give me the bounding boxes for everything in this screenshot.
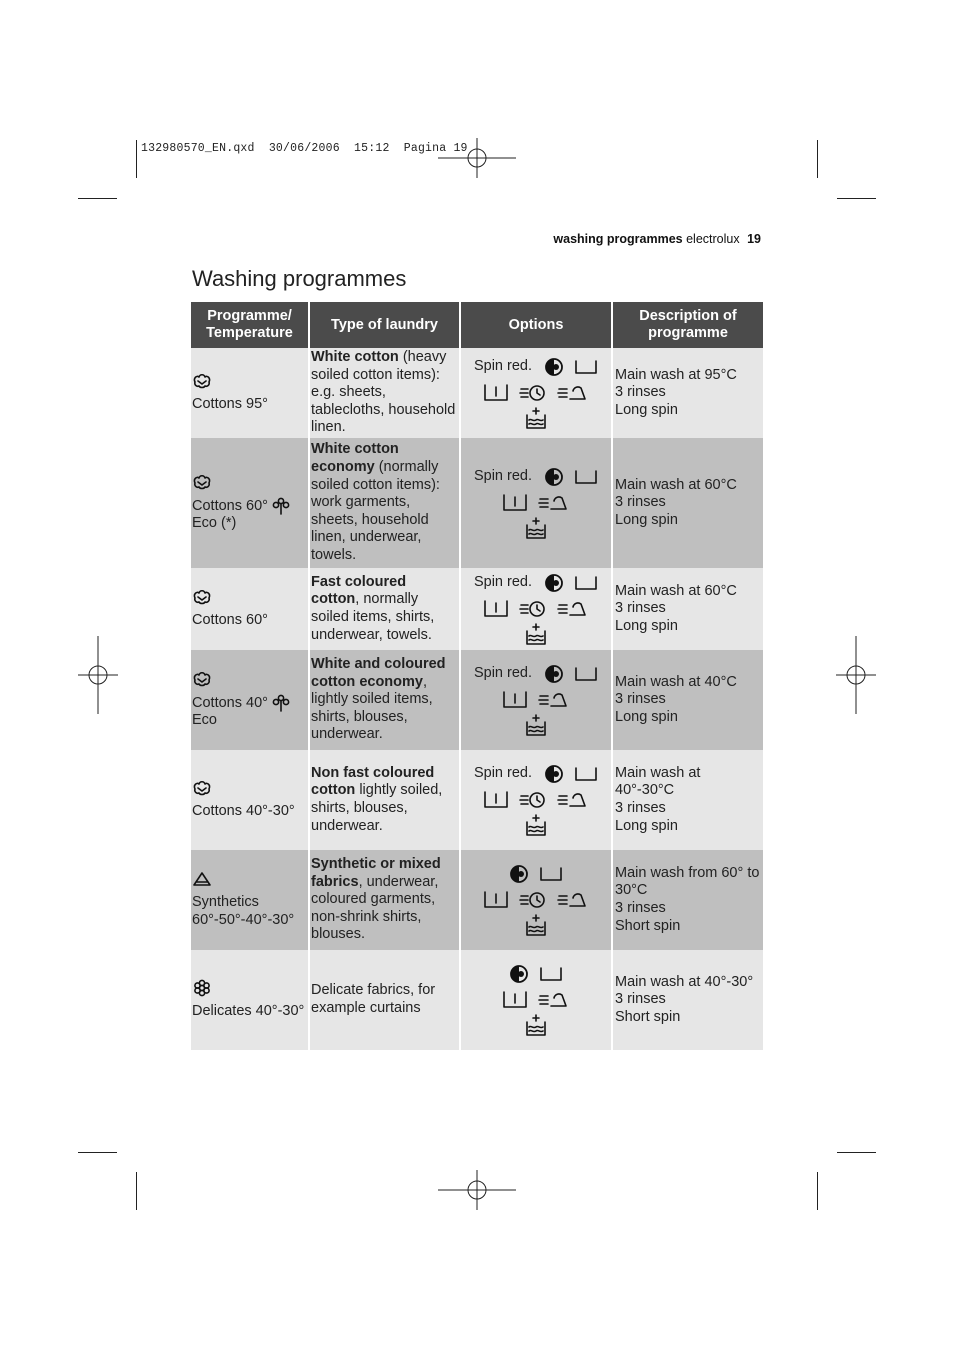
table-row: [191, 568, 763, 650]
page-title: Washing programmes: [192, 266, 407, 291]
eco-flower-icon: [272, 497, 290, 515]
rinse-plus-icon: [524, 814, 548, 838]
stain-icon: [519, 890, 547, 910]
header-options: Options: [460, 302, 612, 348]
description-line: 3 rinses: [615, 900, 666, 916]
programme-name: Cottons 95°: [192, 396, 268, 413]
description-cell: [612, 850, 763, 950]
description-line: Main wash at 60°C: [615, 582, 737, 599]
crop-mark: [78, 198, 117, 199]
programme-suffix: Eco: [192, 712, 217, 729]
description-cell: [612, 438, 763, 568]
page-number: 19: [747, 232, 761, 246]
cotton-icon: [192, 473, 307, 491]
options-cell: [460, 438, 612, 568]
header-description: Description of programme: [612, 302, 763, 348]
description-line: 3 rinses: [615, 600, 666, 617]
laundry-type: Synthetic or mixed fabrics: [311, 856, 441, 890]
table-row: [191, 650, 763, 750]
description-line: Main wash from 60° to 30°C: [615, 864, 760, 899]
registration-mark: [836, 636, 876, 714]
synthetics-icon: [192, 870, 307, 888]
description-line: Long spin: [615, 708, 678, 725]
extra-rinse-icon: [557, 383, 589, 403]
programme-suffix: Eco (*): [192, 515, 237, 532]
no-rinse-hold-icon: [574, 665, 598, 683]
crop-mark: [817, 1172, 818, 1210]
prewash-icon: [483, 599, 509, 619]
half-load-icon: [544, 357, 564, 377]
table-row: [191, 750, 763, 850]
crop-mark: [837, 198, 876, 199]
laundry-type: Non fast coloured cotton: [311, 764, 435, 799]
rinse-plus-icon: [524, 623, 548, 647]
stain-icon: [519, 383, 547, 403]
laundry-details: , normally soiled items, shirts, underwear, towels.: [311, 591, 435, 643]
description-cell: [612, 750, 763, 850]
half-load-icon: [509, 864, 529, 884]
eco-flower-icon: [272, 694, 290, 712]
programme-name: Cottons 60°: [192, 497, 268, 514]
table-row: [191, 348, 763, 438]
prewash-icon: [483, 790, 509, 810]
laundry-type: Fast coloured cotton: [311, 573, 407, 608]
table-row: [191, 850, 763, 950]
no-rinse-hold-icon: [574, 765, 598, 783]
description-line: 3 rinses: [615, 691, 666, 708]
crop-mark: [136, 140, 137, 178]
prewash-icon: [483, 383, 509, 403]
running-head-section: washing programmes: [553, 232, 683, 246]
description-line: 3 rinses: [615, 800, 666, 816]
description-line: 3 rinses: [615, 494, 666, 511]
description-cell: [612, 950, 763, 1050]
description-line: Short spin: [615, 1008, 681, 1025]
laundry-type: White cotton economy: [311, 441, 399, 476]
programmes-table: [191, 302, 763, 1050]
laundry-type: White cotton: [311, 349, 399, 366]
programme-cell: [191, 950, 309, 1050]
laundry-cell: [309, 438, 460, 568]
prewash-icon: [502, 690, 528, 710]
description-line: 3 rinses: [615, 991, 666, 1008]
description-line: Main wash at 95°C: [615, 366, 737, 383]
crop-mark: [837, 1152, 876, 1153]
no-rinse-hold-icon: [539, 965, 563, 983]
laundry-details: lightly soiled, shirts, blouses, underwear.: [311, 782, 443, 834]
laundry-cell: [309, 348, 460, 438]
options-cell: [460, 650, 612, 750]
cotton-icon: [192, 372, 307, 390]
programme-name: Cottons 40°: [192, 694, 268, 711]
description-line: Main wash at 40°-30°C: [615, 764, 701, 799]
extra-rinse-icon: [538, 690, 570, 710]
prewash-icon: [502, 990, 528, 1010]
programme-cell: [191, 750, 309, 850]
laundry-cell: [309, 650, 460, 750]
description-line: Long spin: [615, 817, 678, 834]
table-row: [191, 438, 763, 568]
stain-icon: [519, 790, 547, 810]
description-line: Main wash at 60°C: [615, 476, 737, 493]
spin-reduction-label: Spin red.: [473, 765, 533, 782]
extra-rinse-icon: [557, 599, 589, 619]
rinse-plus-icon: [524, 714, 548, 738]
extra-rinse-icon: [538, 493, 570, 513]
description-cell: [612, 650, 763, 750]
laundry-cell: [309, 568, 460, 650]
programme-cell: [191, 568, 309, 650]
description-cell: [612, 348, 763, 438]
options-cell: [460, 348, 612, 438]
crop-mark: [817, 140, 818, 178]
programme-cell: [191, 850, 309, 950]
laundry-cell: [309, 850, 460, 950]
extra-rinse-icon: [557, 790, 589, 810]
spin-reduction-label: Spin red.: [473, 665, 533, 682]
crop-mark: [136, 1172, 137, 1210]
no-rinse-hold-icon: [574, 358, 598, 376]
no-rinse-hold-icon: [539, 865, 563, 883]
no-rinse-hold-icon: [574, 468, 598, 486]
spin-reduction-label: Spin red.: [473, 358, 533, 375]
rinse-plus-icon: [524, 407, 548, 431]
registration-mark: [438, 138, 516, 178]
options-cell: [460, 750, 612, 850]
cotton-icon: [192, 588, 307, 606]
prewash-icon: [502, 493, 528, 513]
laundry-details: Delicate fabrics, for example curtains: [311, 982, 436, 1016]
header-programme: Programme/ Temperature: [191, 302, 309, 348]
options-cell: [460, 850, 612, 950]
running-head-brand: electrolux: [686, 232, 740, 246]
description-line: Long spin: [615, 511, 678, 528]
rinse-plus-icon: [524, 1014, 548, 1038]
registration-mark: [78, 636, 118, 714]
laundry-details: (normally soiled cotton items): work garments, sheets, household linen, underwear, towels.: [311, 459, 440, 563]
table-row: [191, 950, 763, 1050]
options-cell: [460, 568, 612, 650]
half-load-icon: [544, 573, 564, 593]
laundry-type: White and coloured cotton economy: [311, 656, 446, 690]
table-header-row: [191, 302, 763, 348]
registration-mark: [438, 1170, 516, 1210]
spin-reduction-label: Spin red.: [473, 468, 533, 485]
description-line: Main wash at 40°C: [615, 673, 737, 690]
extra-rinse-icon: [538, 990, 570, 1010]
rinse-plus-icon: [524, 517, 548, 541]
print-slug: 132980570_EN.qxd 30/06/2006 15:12 Pagina 19: [141, 142, 468, 155]
programme-name: Delicates 40°-30°: [192, 1003, 305, 1020]
extra-rinse-icon: [557, 890, 589, 910]
half-load-icon: [544, 664, 564, 684]
laundry-cell: [309, 950, 460, 1050]
no-rinse-hold-icon: [574, 574, 598, 592]
spin-reduction-label: Spin red.: [473, 574, 533, 591]
description-line: Long spin: [615, 401, 678, 418]
prewash-icon: [483, 890, 509, 910]
stain-icon: [519, 599, 547, 619]
programme-cell: [191, 650, 309, 750]
programme-name: Cottons 40°-30°: [192, 803, 295, 820]
programme-name: Cottons 60°: [192, 612, 268, 629]
half-load-icon: [544, 764, 564, 784]
description-cell: [612, 568, 763, 650]
table-body: [191, 348, 763, 1050]
laundry-details: (heavy soiled cotton items): e.g. sheets, tablecloths, household linen.: [311, 349, 456, 436]
header-laundry: Type of laundry: [309, 302, 460, 348]
description-line: Main wash at 40°-30°: [615, 973, 754, 990]
delicates-icon: [192, 979, 307, 997]
laundry-details: , underwear, coloured garments, non-shrink shirts, blouses.: [311, 873, 439, 943]
cotton-icon: [192, 779, 307, 797]
laundry-cell: [309, 750, 460, 850]
laundry-details: , lightly soiled items, shirts, blouses, underwear.: [311, 673, 433, 743]
programme-name: Synthetics 60°-50°-40°-30°: [192, 894, 295, 928]
half-load-icon: [509, 964, 529, 984]
rinse-plus-icon: [524, 914, 548, 938]
description-line: 3 rinses: [615, 384, 666, 401]
running-head: [553, 232, 761, 246]
programme-cell: [191, 348, 309, 438]
options-cell: [460, 950, 612, 1050]
programme-cell: [191, 438, 309, 568]
description-line: Short spin: [615, 917, 681, 934]
crop-mark: [78, 1152, 117, 1153]
cotton-icon: [192, 670, 307, 688]
description-line: Long spin: [615, 617, 678, 634]
half-load-icon: [544, 467, 564, 487]
